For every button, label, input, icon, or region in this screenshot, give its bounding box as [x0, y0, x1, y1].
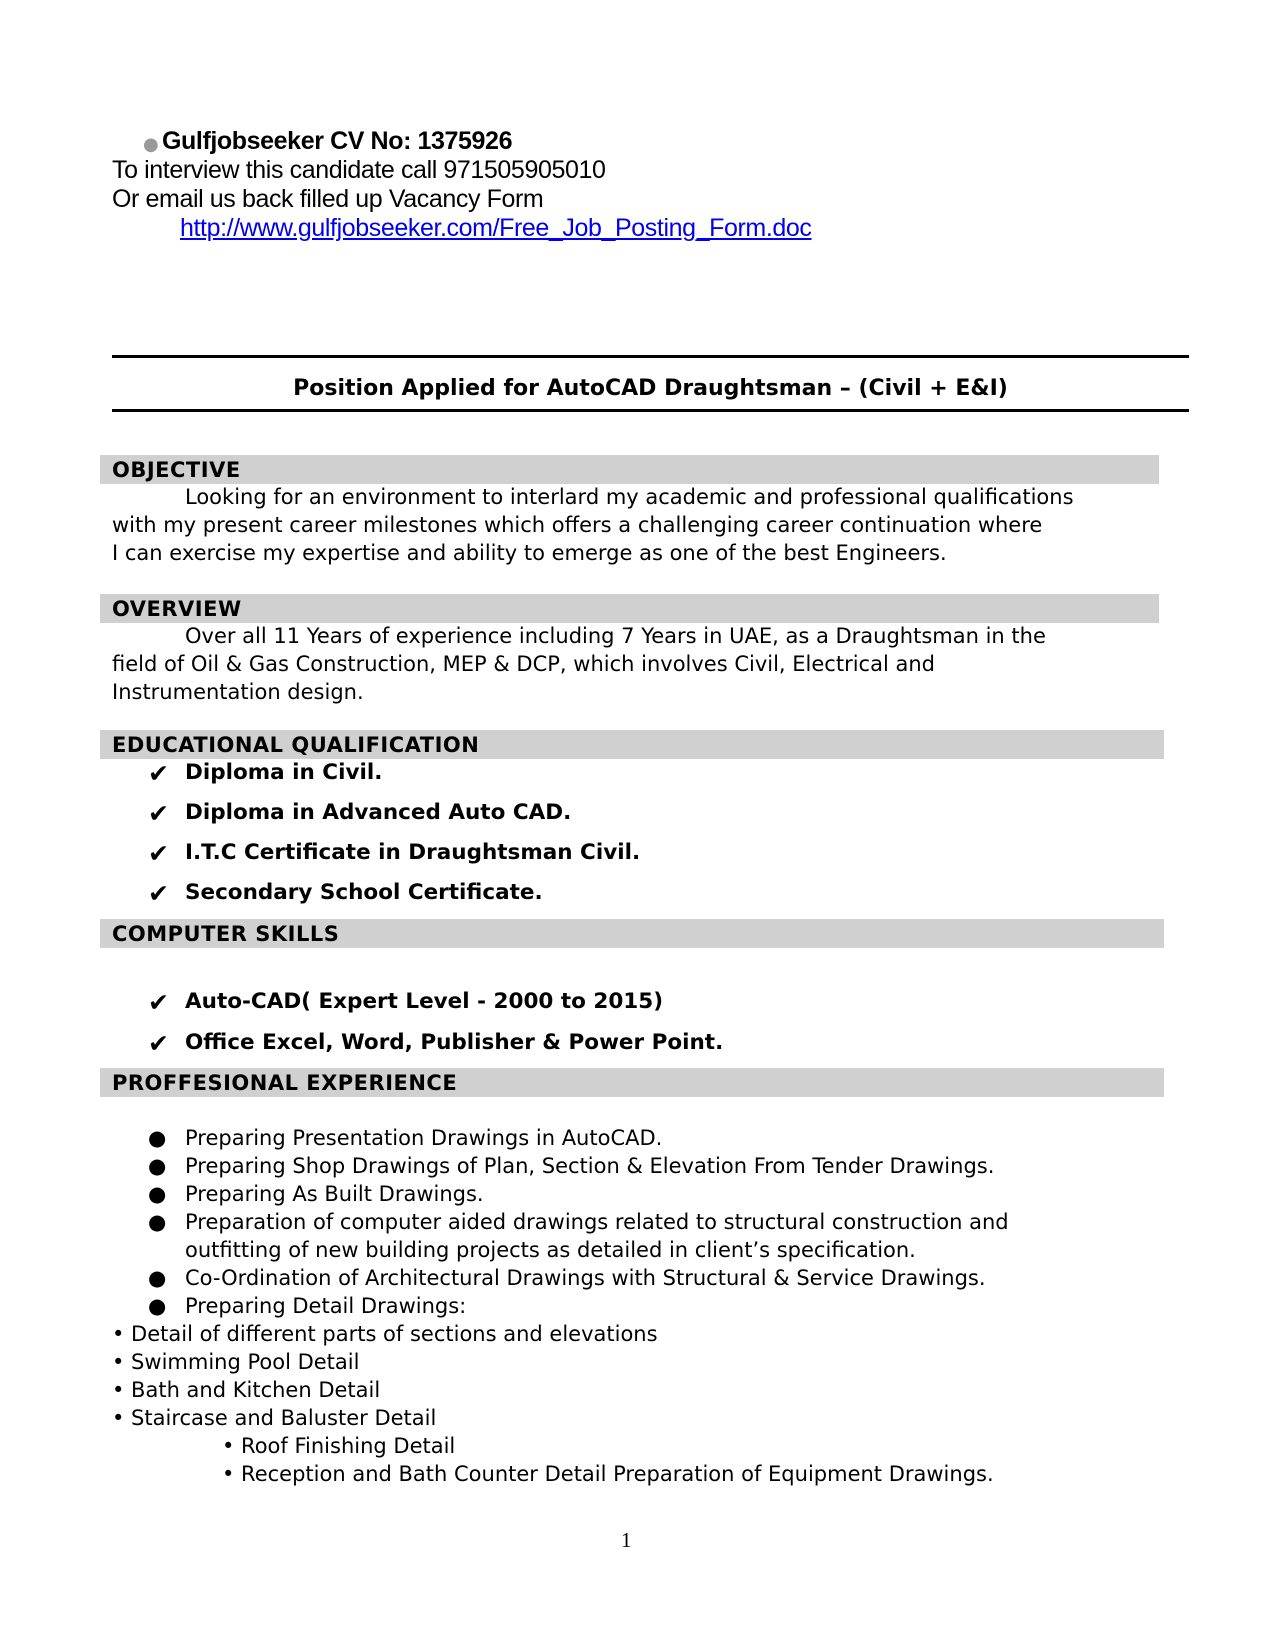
page-number: 1 [621, 1528, 632, 1552]
detail-item: • Reception and Bath Counter Detail Preparation of Equipment Drawings. [222, 1462, 994, 1486]
computer-skills-heading: COMPUTER SKILLS [100, 919, 1164, 948]
overview-line: Over all 11 Years of experience including 7 Years in UAE, as a Draughtsman in the [185, 624, 1046, 648]
checkmark-icon: ✔ [148, 839, 169, 868]
experience-bullet: Preparing Presentation Drawings in AutoCAD. [185, 1126, 663, 1150]
education-item: I.T.C Certificate in Draughtsman Civil. [185, 840, 641, 865]
experience-bullet: Co-Ordination of Architectural Drawings with Structural & Service Drawings. [185, 1266, 986, 1290]
checkmark-icon: ✔ [148, 759, 169, 788]
experience-bullet-continuation: outfitting of new building projects as detailed in client’s specification. [185, 1238, 916, 1262]
experience-heading: PROFFESIONAL EXPERIENCE [100, 1068, 1164, 1097]
position-title: Position Applied for AutoCAD Draughtsman – (Civil + E&I) [293, 376, 1008, 401]
education-item: Secondary School Certificate. [185, 880, 543, 905]
bottom-rule [112, 409, 1189, 412]
education-heading: EDUCATIONAL QUALIFICATION [100, 730, 1164, 759]
bullet-icon: ● [148, 1294, 167, 1318]
detail-item: • Detail of different parts of sections and elevations [112, 1322, 658, 1346]
job-form-link[interactable]: http://www.gulfjobseeker.com/Free_Job_Posting_Form.doc [180, 214, 812, 242]
objective-line: Looking for an environment to interlard my academic and professional qualifications [185, 485, 1074, 509]
bullet-icon: ● [148, 1154, 167, 1178]
experience-bullet: Preparing Shop Drawings of Plan, Section & Elevation From Tender Drawings. [185, 1154, 995, 1178]
experience-bullet: Preparation of computer aided drawings related to structural construction and [185, 1210, 1009, 1234]
checkmark-icon: ✔ [148, 1029, 169, 1058]
detail-item: • Swimming Pool Detail [112, 1350, 360, 1374]
overview-line: Instrumentation design. [112, 680, 364, 704]
header-bullet-icon: ● [143, 134, 159, 155]
objective-line: with my present career milestones which offers a challenging career continuation where [112, 513, 1043, 537]
checkmark-icon: ✔ [148, 879, 169, 908]
detail-item: • Roof Finishing Detail [222, 1434, 456, 1458]
objective-text [112, 483, 1152, 567]
overview-heading: OVERVIEW [100, 594, 1159, 623]
detail-item: • Bath and Kitchen Detail [112, 1378, 381, 1402]
bullet-icon: ● [148, 1182, 167, 1206]
experience-bullet: Preparing As Built Drawings. [185, 1182, 484, 1206]
checkmark-icon: ✔ [148, 988, 169, 1017]
bullet-icon: ● [148, 1210, 167, 1234]
detail-item: • Staircase and Baluster Detail [112, 1406, 437, 1430]
objective-heading: OBJECTIVE [100, 455, 1159, 484]
interview-line: To interview this candidate call 971505905010 [112, 156, 606, 184]
skill-item: Office Excel, Word, Publisher & Power Point. [185, 1030, 724, 1055]
email-line: Or email us back filled up Vacancy Form [112, 185, 544, 213]
skill-item: Auto-CAD( Expert Level - 2000 to 2015) [185, 989, 664, 1014]
education-item: Diploma in Advanced Auto CAD. [185, 800, 572, 825]
objective-line: I can exercise my expertise and ability to emerge as one of the best Engineers. [112, 541, 947, 565]
top-rule [112, 355, 1189, 358]
cv-number: Gulfjobseeker CV No: 1375926 [162, 127, 513, 155]
experience-bullet: Preparing Detail Drawings: [185, 1294, 467, 1318]
bullet-icon: ● [148, 1266, 167, 1290]
checkmark-icon: ✔ [148, 799, 169, 828]
education-item: Diploma in Civil. [185, 760, 383, 785]
bullet-icon: ● [148, 1126, 167, 1150]
overview-text [112, 622, 1152, 706]
overview-line: field of Oil & Gas Construction, MEP & DCP, which involves Civil, Electrical and [112, 652, 935, 676]
